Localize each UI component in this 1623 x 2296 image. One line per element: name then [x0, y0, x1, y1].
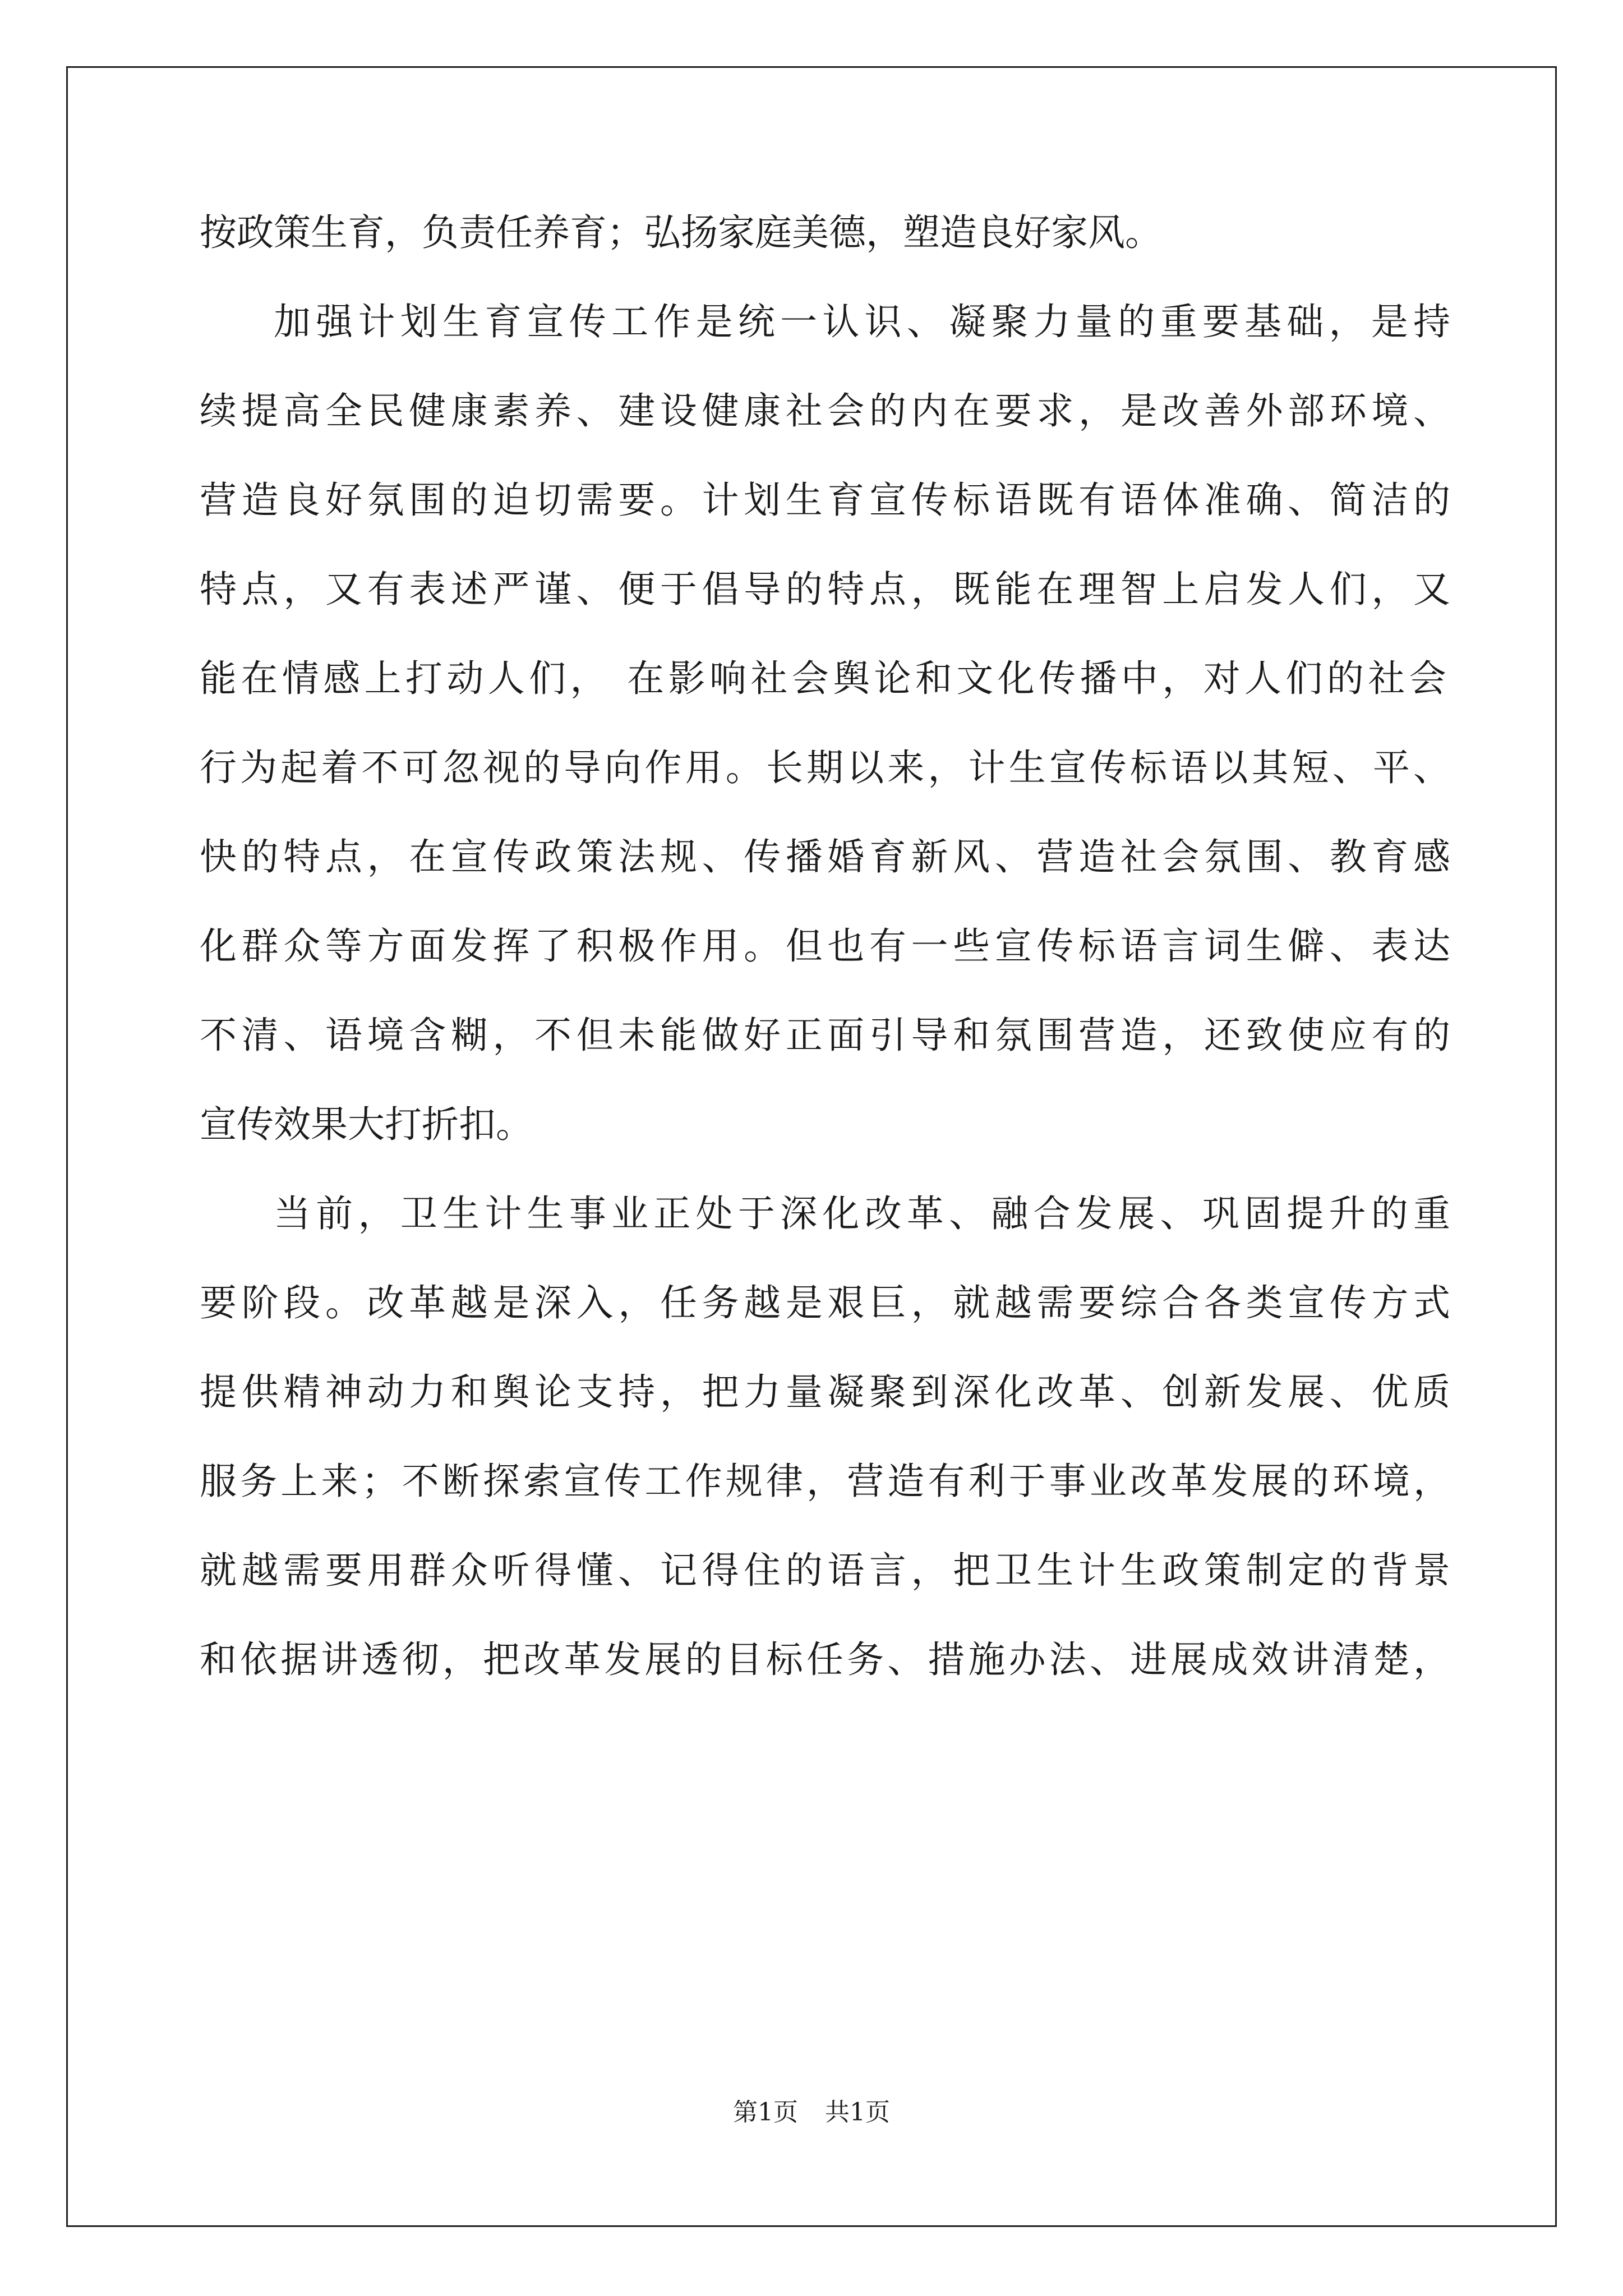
paragraph-first-line: 加强计划生育宣传工作是统一认识、凝聚力量的重要基础，是持 — [274, 300, 1456, 343]
text-line: 化群众等方面发挥了积极作用。但也有一些宣传标语言词生僻、表达 — [200, 924, 1455, 968]
text-line: 就越需要用群众听得懂、记得住的语言，把卫生计生政策制定的背景 — [200, 1549, 1455, 1592]
text-line: 服务上来；不断探索宣传工作规律，营造有利于事业改革发展的环境， — [200, 1460, 1454, 1503]
text-line: 提供精神动力和舆论支持，把力量凝聚到深化改革、创新发展、优质 — [200, 1370, 1455, 1414]
text-line: 宣传效果大打折扣。 — [200, 1103, 533, 1146]
paragraph-first-line: 当前，卫生计生事业正处于深化改革、融合发展、巩固提升的重 — [274, 1192, 1456, 1235]
text-line: 要阶段。改革越是深入，任务越是艰巨，就越需要综合各类宣传方式 — [200, 1281, 1455, 1324]
page-footer — [0, 2096, 1623, 2129]
text-line: 不清、语境含糊，不但未能做好正面引导和氛围营造，还致使应有的 — [200, 1014, 1455, 1057]
page-total: 共1页 — [825, 2098, 890, 2127]
text-line: 快的特点，在宣传政策法规、传播婚育新风、营造社会氛围、教育感 — [200, 835, 1455, 878]
text-line: 按政策生育，负责任养育；弘扬家庭美德，塑造良好家风。 — [200, 211, 1162, 254]
text-line: 特点，又有表述严谨、便于倡导的特点，既能在理智上启发人们，又 — [200, 568, 1455, 611]
text-line: 能在情感上打动人们， 在影响社会舆论和文化传播中，对人们的社会 — [200, 657, 1450, 700]
text-line: 续提高全民健康素养、建设健康社会的内在要求，是改善外部环境、 — [200, 389, 1455, 432]
text-line: 和依据讲透彻，把改革发展的目标任务、措施办法、进展成效讲清楚， — [200, 1638, 1454, 1681]
text-line: 营造良好氛围的迫切需要。计划生育宣传标语既有语体准确、简洁的 — [200, 478, 1455, 522]
text-line: 行为起着不可忽视的导向作用。长期以来，计生宣传标语以其短、平、 — [200, 746, 1454, 789]
page-number: 第1页 — [733, 2098, 798, 2127]
